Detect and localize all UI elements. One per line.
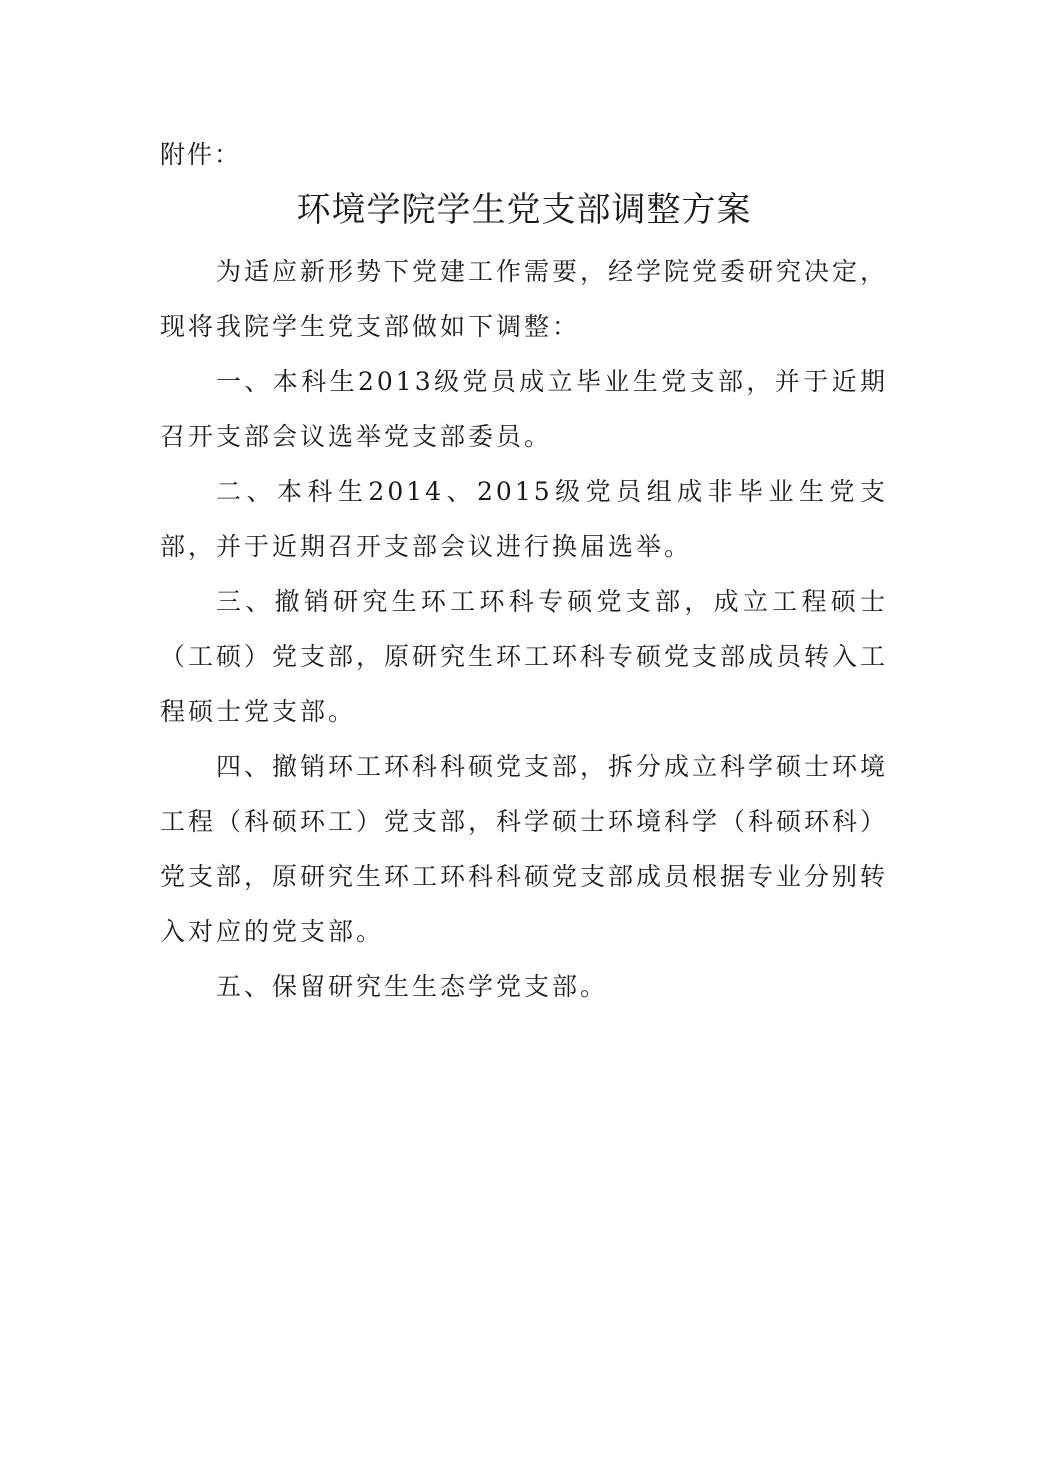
paragraph-item-1: 一、本科生2013级党员成立毕业生党支部，并于近期召开支部会议选举党支部委员。 xyxy=(160,367,888,451)
paragraph-item-2: 二、本科生2014、2015级党员组成非毕业生党支部，并于近期召开支部会议进行换届选举。 xyxy=(160,477,888,561)
attachment-label: 附件： xyxy=(160,140,242,169)
paragraph-intro: 为适应新形势下党建工作需要，经学院党委研究决定，现将我院学生党支部做如下调整： xyxy=(160,257,889,341)
document-title: 环境学院学生党支部调整方案 xyxy=(296,190,752,230)
paragraph-item-3: 三、撤销研究生环工环科专硕党支部，成立工程硕士（工硕）党支部，原研究生环工环科专硕党支部成员转入工程硕士党支部。 xyxy=(160,587,889,726)
paragraph-item-4: 四、撤销环工环科科硕党支部，拆分成立科学硕士环境工程（科硕环工）党支部，科学硕士环境科学（科硕环科）党支部，原研究生环工环科科硕党支部成员根据专业分别转入对应的党支部。 xyxy=(160,752,889,946)
paragraph-item-5: 五、保留研究生生态学党支部。 xyxy=(216,972,609,1001)
document-body xyxy=(160,130,888,1014)
